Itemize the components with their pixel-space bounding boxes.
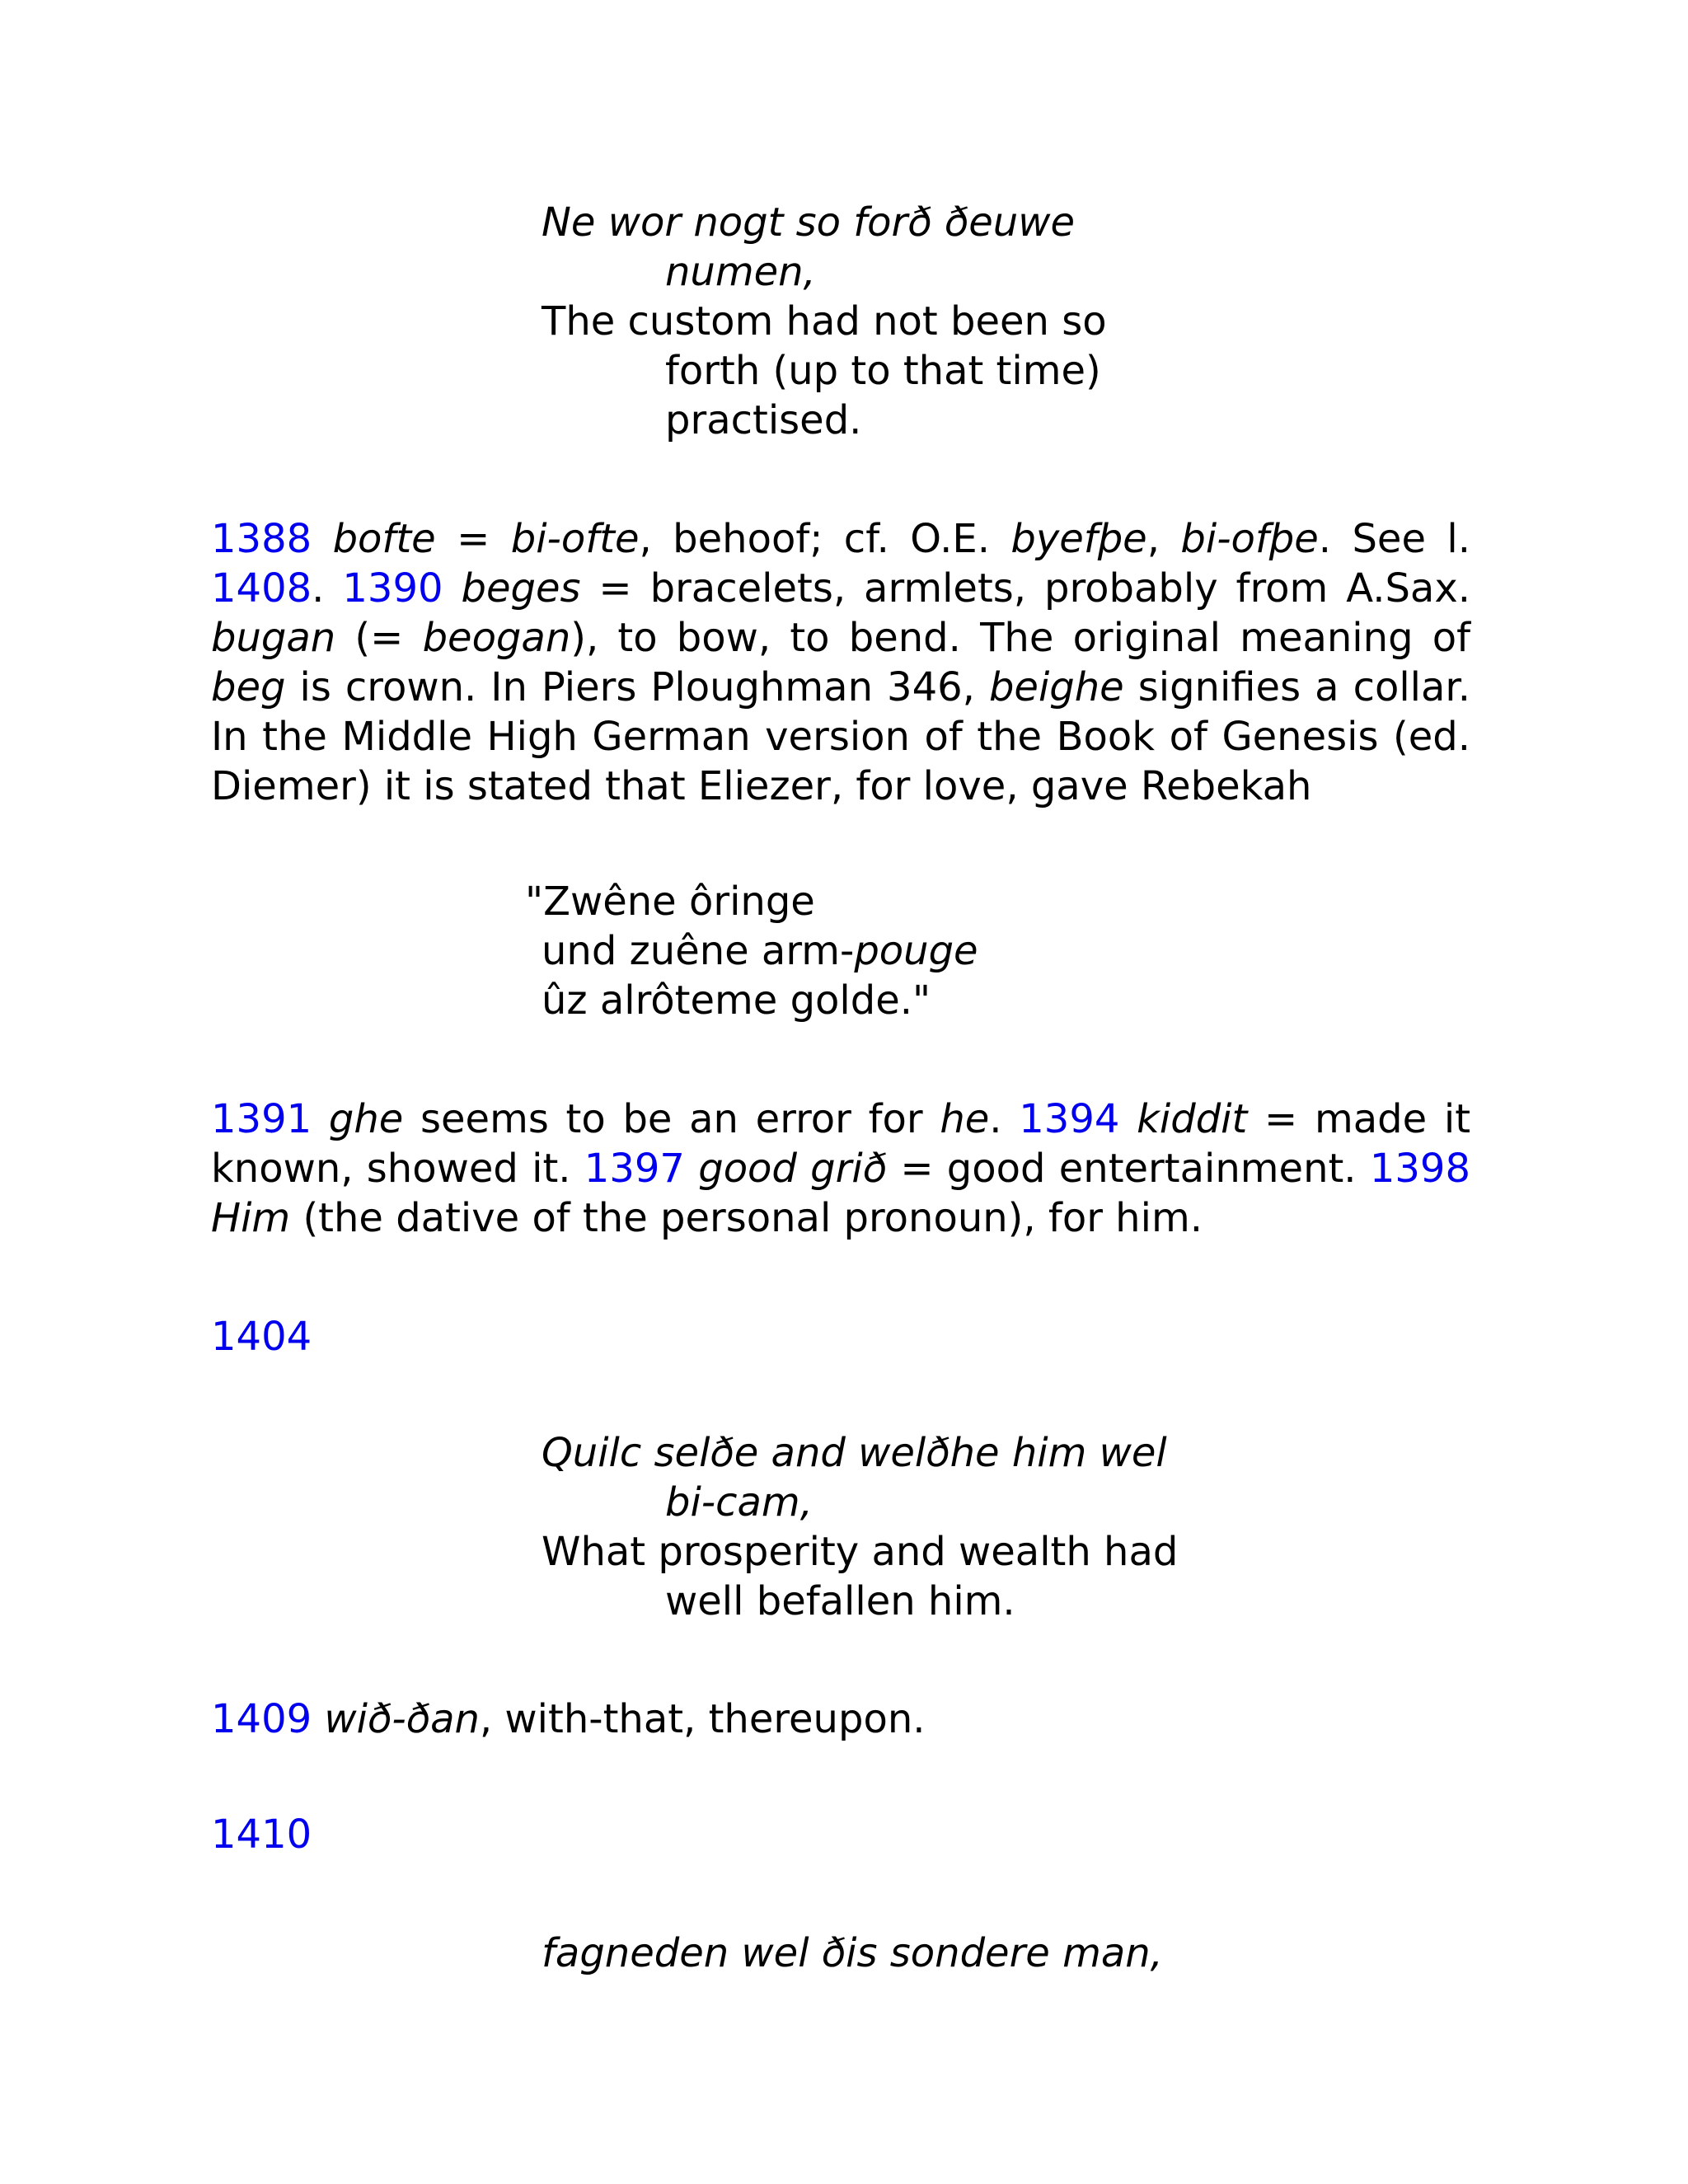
line-number-1404	[211, 1312, 312, 1361]
line-ref-link[interactable]: 1398	[1369, 1146, 1470, 1192]
verse-block-3	[542, 1428, 1178, 1626]
verse-line: Quilc selðe and welðhe him wel	[542, 1430, 1167, 1476]
line-ref-link[interactable]: 1404	[211, 1314, 312, 1360]
verse-line: ûz alrôteme golde."	[542, 977, 931, 1024]
note-paragraph-2: 1391 ghe seems to be an error for he. 1394 kiddit = made it known, showed it. 1397 good grið = good entertainment. 1398 Him (the dative of the personal pronoun), for him.	[211, 1096, 1471, 1241]
line-ref-link[interactable]: 1409	[211, 1696, 312, 1742]
verse-line: numen,	[665, 249, 816, 295]
verse-line: fagneden wel ðis sondere man,	[542, 1930, 1163, 1976]
verse-line: What prosperity and wealth had	[542, 1529, 1179, 1575]
line-ref-link[interactable]: 1391	[211, 1096, 312, 1142]
verse-line: Ne wor nogt so forð ðeuwe	[542, 199, 1076, 246]
verse-line: The custom had not been so	[542, 298, 1107, 344]
line-ref-link[interactable]: 1394	[1019, 1096, 1120, 1142]
line-ref-link[interactable]: 1408	[211, 565, 312, 612]
line-number-1410	[211, 1810, 312, 1859]
verse-block-4	[542, 1929, 1163, 1978]
verse-line: practised.	[665, 397, 862, 443]
line-ref-link[interactable]: 1397	[584, 1146, 685, 1192]
line-ref-link[interactable]: 1390	[342, 565, 443, 612]
verse-line: und zuêne arm-pouge	[542, 928, 978, 974]
verse-line: "Zwêne ôringe	[525, 879, 815, 925]
note-paragraph-3: 1409 wið-ðan, with-that, thereupon.	[211, 1696, 926, 1742]
line-ref-link[interactable]: 1410	[211, 1811, 312, 1858]
verse-line: forth (up to that time)	[665, 348, 1101, 394]
line-ref-link[interactable]: 1388	[211, 516, 312, 562]
verse-line: bi-cam,	[665, 1479, 813, 1526]
verse-block-1	[542, 198, 1107, 445]
verse-block-2	[525, 877, 978, 1025]
note-paragraph-1: 1388 bofte = bi-ofte, behoof; cf. O.E. byefþe, bi-ofþe. See l. 1408. 1390 beges = bracelets, armlets, probably from A.Sax. bugan (= beogan), to bow, to bend. The original meaning of beg is crown. In Piers Ploughman 346, beighe signifies a collar. In the Middle High German version of the Book of Genesis (ed. Diemer) it is stated that Eliezer, for love, gave Rebekah	[211, 516, 1471, 809]
verse-line: well befallen him.	[665, 1578, 1015, 1624]
